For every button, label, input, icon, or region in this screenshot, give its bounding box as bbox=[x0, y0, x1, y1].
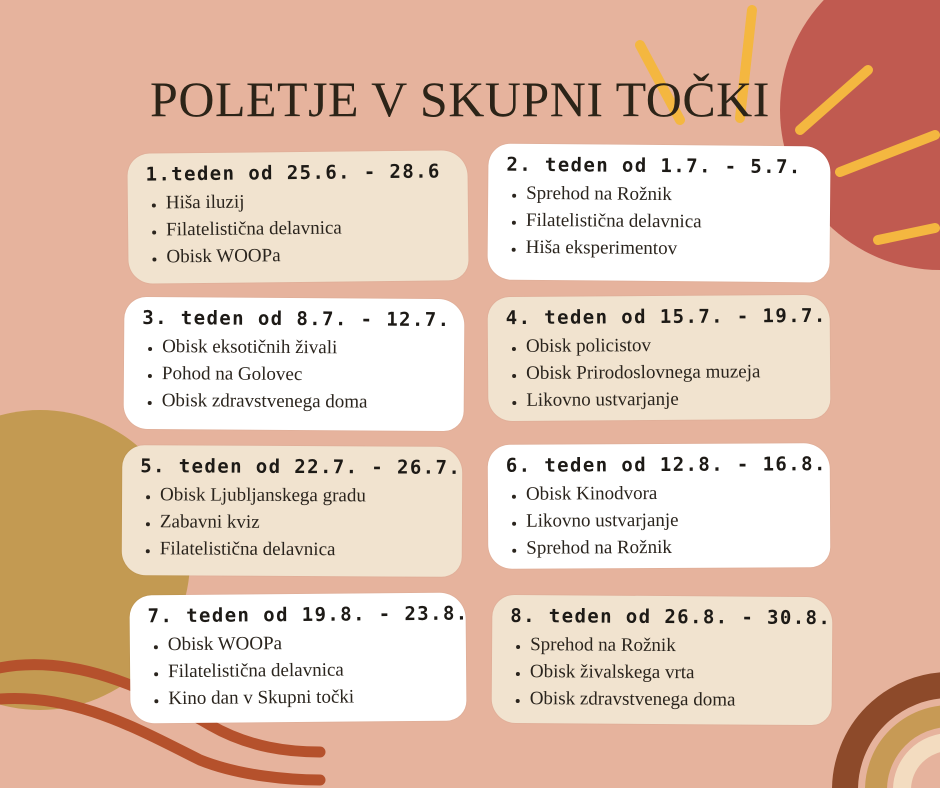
activity-item: • Obisk Ljubljanskega gradu bbox=[160, 481, 446, 509]
week-heading: 6. teden od 12.8. - 16.8. bbox=[505, 453, 827, 477]
activity-item: • Pohod na Golovec bbox=[162, 360, 448, 389]
week-card-1 bbox=[127, 150, 468, 284]
activity-list bbox=[140, 481, 446, 564]
activity-item: • Likovno ustvarjanje bbox=[526, 385, 814, 414]
activity-item: • Filatelistična delavnica bbox=[526, 207, 814, 237]
activity-item: • Hiša iluzij bbox=[166, 186, 452, 216]
activity-item: • Obisk WOOPa bbox=[168, 629, 450, 658]
activity-list bbox=[506, 331, 815, 414]
activity-item: • Obisk WOOPa bbox=[166, 240, 452, 270]
week-card-4 bbox=[488, 295, 831, 421]
week-heading: 3. teden od 8.7. - 12.7. bbox=[142, 306, 451, 332]
activity-list bbox=[510, 631, 817, 714]
activity-item: • Kino dan v Skupni točki bbox=[168, 683, 450, 712]
rainbow-arch bbox=[845, 685, 940, 788]
arch-inner bbox=[902, 742, 940, 788]
week-heading: 1.teden od 25.6. - 28.6 bbox=[145, 160, 441, 186]
activity-item: • Sprehod na Rožnik bbox=[530, 631, 816, 660]
activity-item: • Filatelistična delavnica bbox=[160, 535, 446, 563]
week-card-3 bbox=[124, 297, 465, 431]
week-card-6 bbox=[488, 443, 831, 569]
activity-item: • Obisk eksotičnih živali bbox=[162, 333, 448, 362]
week-heading: 4. teden od 15.7. - 19.7. bbox=[505, 304, 827, 330]
activity-list bbox=[506, 479, 814, 562]
activity-item: • Obisk zdravstvenega doma bbox=[162, 387, 448, 416]
week-card-7 bbox=[129, 593, 469, 724]
activity-item: • Obisk Kinodvora bbox=[526, 479, 814, 508]
week-heading: 8. teden od 26.8. - 30.8. bbox=[510, 604, 832, 630]
activity-item: • Sprehod na Rožnik bbox=[526, 533, 814, 562]
week-card-8 bbox=[492, 595, 833, 725]
activity-list bbox=[506, 180, 815, 264]
activity-item: • Likovno ustvarjanje bbox=[526, 506, 814, 535]
activity-item: • Obisk živalskega vrta bbox=[530, 658, 816, 687]
activity-item: • Obisk zdravstvenega doma bbox=[530, 685, 816, 714]
week-card-2 bbox=[487, 144, 830, 283]
activity-item: • Hiša eksperimentov bbox=[526, 234, 814, 264]
activity-item: • Sprehod na Rožnik bbox=[526, 180, 814, 210]
activity-list bbox=[142, 333, 449, 416]
activity-list bbox=[146, 186, 453, 270]
activity-item: • Filatelistična delavnica bbox=[166, 213, 452, 243]
week-card-5 bbox=[122, 445, 463, 577]
poster-title: POLETJE V SKUPNI TOČKI bbox=[150, 71, 770, 127]
week-heading: 5. teden od 22.7. - 26.7. bbox=[140, 455, 462, 479]
activity-item: • Filatelistična delavnica bbox=[168, 656, 450, 685]
week-heading: 2. teden od 1.7. - 5.7. bbox=[506, 153, 802, 179]
activity-item: • Zabavni kviz bbox=[160, 508, 446, 536]
activity-list bbox=[148, 629, 451, 713]
activity-item: • Obisk Prirodoslovnega muzeja bbox=[526, 358, 814, 387]
activity-item: • Obisk policistov bbox=[526, 331, 814, 360]
week-heading: 7. teden od 19.8. - 23.8. bbox=[147, 602, 469, 628]
